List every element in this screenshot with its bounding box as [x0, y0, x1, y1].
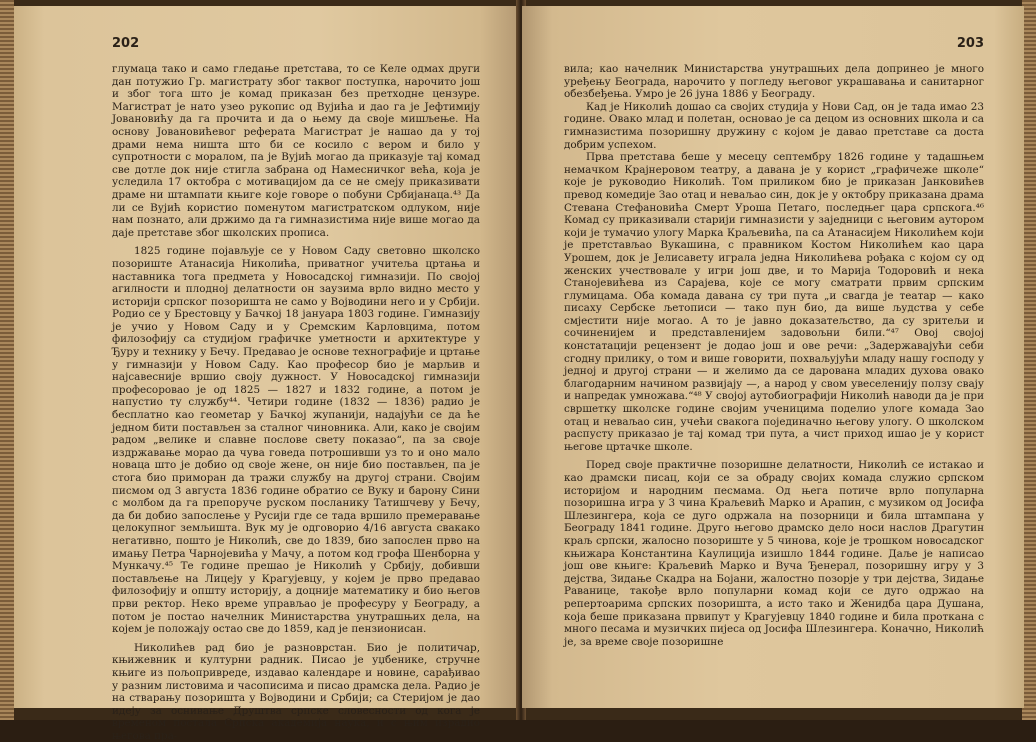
- right-paragraph-4: Поред своје практичне позоришне делатности, Николић се истакао и као драмски писац, који се за обраду својих комада служио српском историјом и народним песмама. Од њега потиче врло популарна позоришна игра у 3 чина Краљевић Марко и Арапин, с музиком од Јосифа Шлезингера, која се дуго одржала на позорници и била штампана у Београду 1841 године. Друго његово драмско дело носи наслов Драгутин краљ српски, жалосно позориште у 5 чинова, које је трошком новосадског књижара Константина Каулиција изишло 1844 године. Даље је написао још ове књиге: Краљевић Марко и Вуча Ђенерал, позоришну игру у 3 дејства, Зидање Скадра на Бојани, жалостно позорје у три дејства, Зидање Раванице, такође врло популарни комад који се дуго одржао на репертоарима српских позоришта, а исто тако и Женидба цара Душана, која беше приказана првипут у Крагујевцу 1840 године и била проткана с много песама и музичких пијеса од Јосифа Шлезингера. Коначно, Николић је, за време своје позоришне: [564, 459, 984, 648]
- right-page: [522, 6, 1024, 708]
- left-page: [14, 6, 520, 742]
- left-paragraph-3: Николићев рад био је разноврстан. Био је политичар, књижевник и културни радник. Писао је уџбенике, стручне књиге из пољопривреде, издавао календаре и новине, сарађивао у разним листовима и часописима и писао драмска дела. Радио је на стварању позоришта у Војводини и Србији; са Стеријом је дао идеју за оснивање Друштва српске словесности од кога је временом постала Српска академија наука, и с њим израдио његова пра-: [112, 641, 480, 742]
- right-page-edges: [1022, 0, 1036, 720]
- right-page-number: 203: [956, 36, 984, 51]
- left-paragraph-2: 1825 године појављује се у Новом Саду световно школско позориште Атанасија Николића, приватног учитеља цртања и наставника тога предмета у Новосадској гимназији. По својој агилности и плодној делатности он заузима врло видно место у историји српског позоришта не само у Војводини него и у Србији. Родио се у Брестовцу у Бачкој 18 јануара 1803 године. Гимназију је учио у Новом Саду и у Сремским Карловцима, потом филозофију са студијом графичке уметности и архитектуре у Ђуру и технику у Бечу. Предавао је основе технографије и цртање у гимназији у Новом Саду. Као професор био је марљив и најсавесније вршио своју дужност. У Новосадској гимназији професоровао је од 1825 — 1827 и 1832 године, а потом је напустио ту службу⁴⁴. Четири године (1832 — 1836) радио је бесплатно као геометар у Бачкој жупанији, надајући се да ће једном бити постављен за сталног чиновника. Али, како је својим радом „велике и славне послове свету показао“, па за своје издржавање морао да чува говеда потрошивши уз то и оно мало новаца што је добио од своје жене, он није био постављен, па је стога био приморан да тражи службу на другој страни. Својим писмом од 3 августа 1836 године обратио се Вуку и барону Сини с молбом да га препоруче руском посланику Татишчеву у Бечу, да би добио запослење у Русији где се тада вршило премеравање целокупног земљишта. Вук му је одговорио 4/16 августа свакако негативно, пошто је Николић, све до 1839, био запослен прво на имању Петра Чарнојевића у Мачу, а потом код грофа Шенборна у Мункачу.⁴⁵ Те године прешао је Николић у Србију, добивши постављење на Лицеју у Крагујевцу, у којем је прво предавао филозофију и општу историју, а доцније математику и био његов први ректор. Неко време управљао је професуру у Београду, а потом је постао начелник Министарства унутрашњих дела, на којем је положају остао све до 1859, кад је пензионисан.: [112, 245, 480, 636]
- right-paragraph-3: Прва претстава беше у месецу септембру 1826 године у тадашњем немачком Крајнеровом театру, а давана је у корист „графичеже школе“ које је руководио Николић. Том приликом био је приказан Јанковићев превод комедије Зао отац и неваљао син, док је у октобру приказана драма Стевана Стефановића Смерт Уроша Петаго, последњег цара српскога.⁴⁶ Комад су приказивали старији гимназисти у заједници с његовим аутором који је тумачио улогу Марка Краљевића, па са Атанасијем Николићем који је претстављао Вукашина, с правником Костом Николићем као цара Урошем, док је Јелисавету играла једна Николићева рођака с којом су од женских учествовале у игри још две, и то Марија Тодоровић и нека Станојевићева из Сарајева, које се могу сматрати првим српским глумицама. Оба комада давана су три пута „и свагда је театар — како писаху Сербске љетописи — тако пун био, да више људства у себе смјестити није могао. А то је јавно доказатељство, да су зритељи и сочинениjем и представленијем задовољни били.“⁴⁷ Овој својој констатацији рецензент је додао још и ове речи: „Задержавајући себи сгодну прилику, о том и више говорити, похваљујући младу нашу господу у једној и другој страни — и желимо да се дарована младих духова овако благодарним начином развијају —, а народ у свом увеселенију ползу свају и напредак умножава.“⁴⁸ У својој аутобиографији Николић наводи да је при свршетку школске године својим ученицима поделио улоге комада Зао отац и неваљао син, учећи свакога појединачно његову улогу. О школском распусту приказао је тај комад три пута, а чист приход ишао је у корист његове цртачке школе.: [564, 151, 984, 453]
- right-paragraph-2: Кад је Николић дошао са својих студија у Нови Сад, он је тада имао 23 године. Овако млад и полетан, основао је са децом из основних школа и са гимназистима позоришну дружину с којом је давао претставе са доста добрим успехом.: [564, 100, 984, 151]
- right-paragraph-1: вила; као начелник Министарства унутрашњих дела допринео је много уређењу Београда, нарочито у погледу његовог украшавања и санитарног обезбеђења. Умро је 26 јуна 1886 у Београду.: [564, 63, 984, 101]
- left-page-edges: [0, 0, 14, 720]
- left-paragraph-1: глумаца тако и само гледање претстава, то се Келе одмах други дан потужио Гр. магистрату због таквог поступка, нарочито још и због тога што је комад приказан без претходне цензуре. Магистрат је нато узео рукопис од Вујића и дао га је Јефтимију Јовановићу да га прочита и да о њему да своје мишљење. На основу Јовановићевог реферата Магистрат је нашао да у тој драми нема ништа што би се косило с вером и било у супротности с моралом, па је Вујић могао да приказује тај комад све дотле док није стигла забрана од Намесничког већа, која је уследила 17 октобра с мотивацијом да се не смеју приказивати драме ни штампати књиге које говоре о побуни Србијанаца.⁴³ Да ли се Вујић користио поменутом магистратском одлуком, није нам познато, али држимо да га гимназистима није више могао да даје претставе због школских прописа.: [112, 63, 480, 239]
- left-page-number: 202: [112, 36, 140, 51]
